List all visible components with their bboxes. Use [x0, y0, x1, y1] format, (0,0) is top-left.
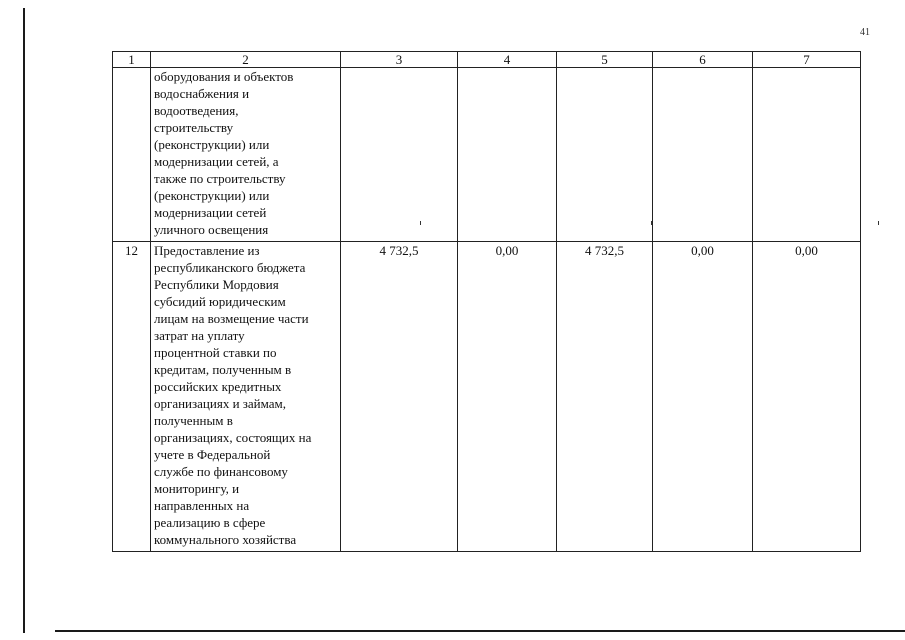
description-line: процентной ставки по — [154, 345, 277, 360]
description-line: Предоставление из — [154, 243, 260, 258]
value-cell-col5 — [557, 68, 653, 242]
scan-bottom-edge — [55, 630, 905, 632]
description-line: мониторингу, и — [154, 481, 240, 496]
header-cell-3: 3 — [341, 52, 458, 68]
row-description-cell — [151, 68, 341, 242]
description-line: учете в Федеральной — [154, 447, 271, 462]
description-line: организациях и займам, — [154, 396, 287, 411]
description-line: полученным в — [154, 413, 233, 428]
description-line: (реконструкции) или — [154, 188, 270, 203]
value-cell-col7: 0,00 — [753, 242, 861, 552]
value-cell-col3 — [341, 68, 458, 242]
description-line: оборудования и объектов — [154, 69, 294, 84]
description-line: направленных на — [154, 498, 250, 513]
value-cell-col4 — [458, 68, 557, 242]
description-line: лицам на возмещение части — [154, 311, 309, 326]
scan-left-edge — [23, 8, 25, 633]
value-cell-col5: 4 732,5 — [557, 242, 653, 552]
description-line: также по строительству — [154, 171, 286, 186]
budget-table — [112, 51, 861, 552]
description-line: водоотведения, — [154, 103, 239, 118]
table-header-row — [113, 52, 861, 68]
header-cell-7: 7 — [753, 52, 861, 68]
header-cell-6: 6 — [653, 52, 753, 68]
scan-speck — [878, 221, 879, 225]
header-cell-2: 2 — [151, 52, 341, 68]
page-number: 41 — [860, 27, 870, 38]
description-line: уличного освещения — [154, 222, 269, 237]
description-line: затрат на уплату — [154, 328, 245, 343]
description-line: кредитам, полученным в — [154, 362, 292, 377]
header-cell-1: 1 — [113, 52, 151, 68]
description-line: службе по финансовому — [154, 464, 288, 479]
scan-speck — [651, 221, 652, 225]
table-row-12 — [113, 242, 861, 552]
description-line: коммунального хозяйства — [154, 532, 297, 547]
table-row-continued — [113, 68, 861, 242]
description-line: Республики Мордовия — [154, 277, 279, 292]
row-description-cell — [151, 242, 341, 552]
row-index-cell — [113, 68, 151, 242]
value-cell-col7 — [753, 68, 861, 242]
scan-speck — [420, 221, 421, 225]
description-line: строительству — [154, 120, 234, 135]
description-line: организациях, состоящих на — [154, 430, 312, 445]
description-line: водоснабжения и — [154, 86, 250, 101]
description-line: российских кредитных — [154, 379, 282, 394]
description-line: модернизации сетей, а — [154, 154, 279, 169]
description-line: реализацию в сфере — [154, 515, 266, 530]
value-cell-col3: 4 732,5 — [341, 242, 458, 552]
description-line: республиканского бюджета — [154, 260, 306, 275]
description-line: субсидий юридическим — [154, 294, 286, 309]
description-line: (реконструкции) или — [154, 137, 270, 152]
value-cell-col6: 0,00 — [653, 242, 753, 552]
description-line: модернизации сетей — [154, 205, 267, 220]
header-cell-4: 4 — [458, 52, 557, 68]
header-cell-5: 5 — [557, 52, 653, 68]
row-index-cell: 12 — [113, 242, 151, 552]
value-cell-col6 — [653, 68, 753, 242]
value-cell-col4: 0,00 — [458, 242, 557, 552]
